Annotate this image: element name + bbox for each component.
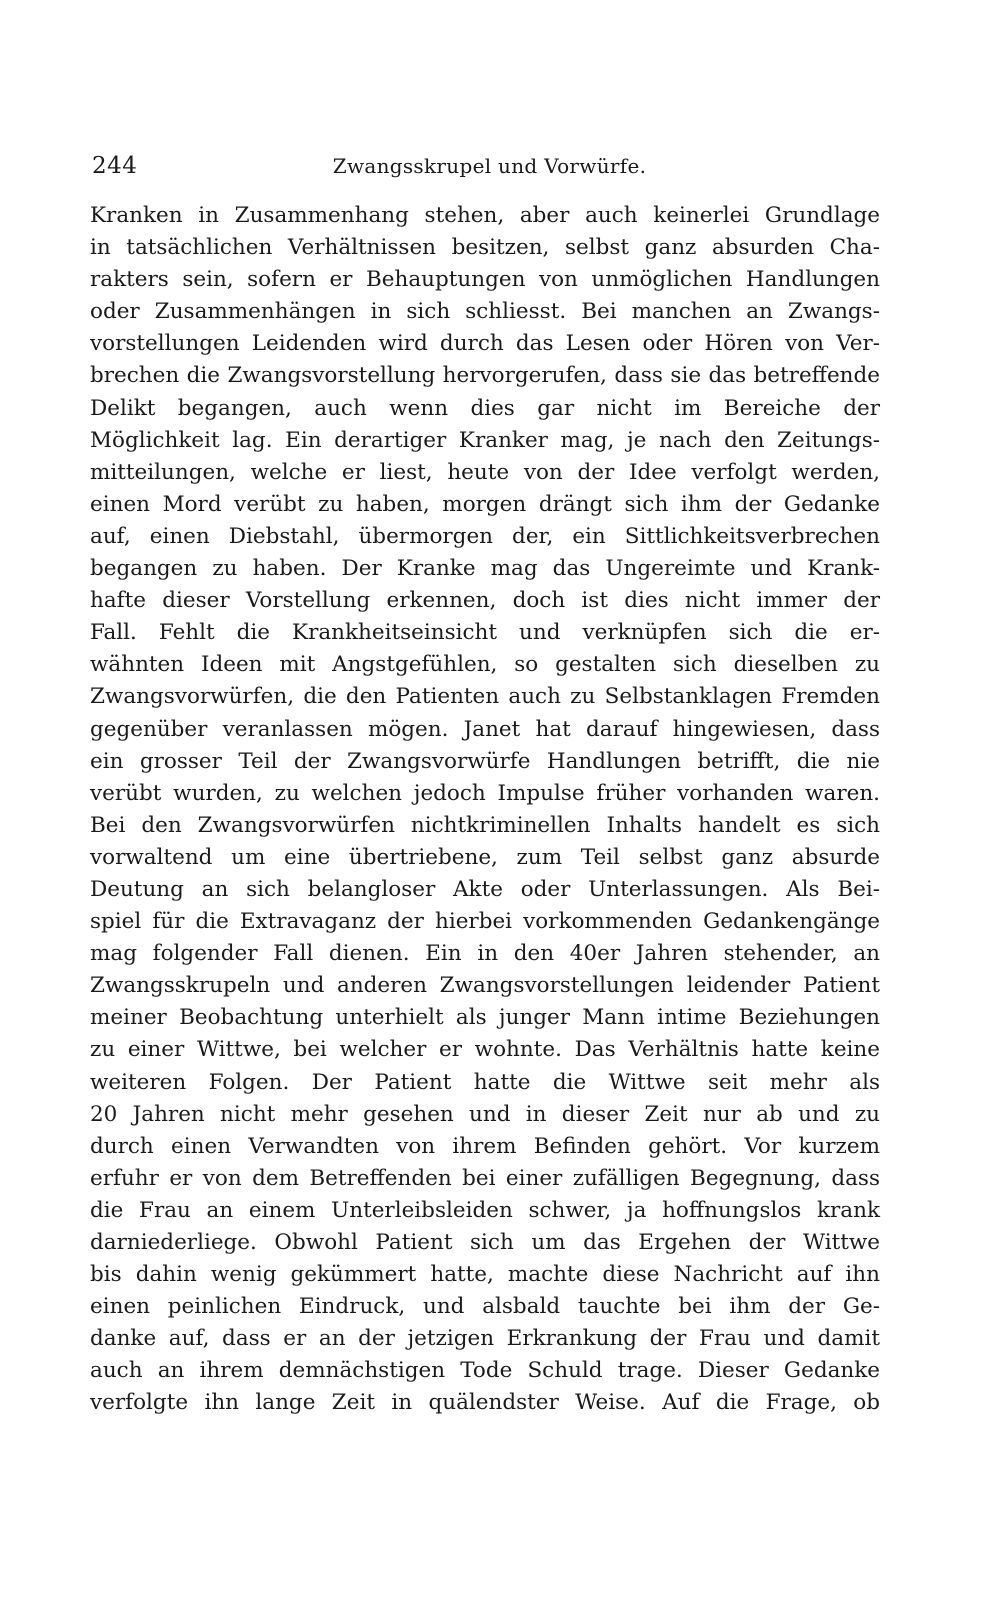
text-line: vorstellungen Leidenden wird durch das Lesen oder Hören von Ver-: [90, 331, 880, 357]
text-line: Bei den Zwangsvorwürfen nichtkriminellen Inhalts handelt es sich: [90, 812, 880, 838]
text-line: Delikt begangen, auch wenn dies gar nicht im Bereiche der: [90, 395, 880, 421]
running-title: Zwangsskrupel und Vorwürfe.: [332, 154, 647, 178]
text-line: spiel für die Extravaganz der hierbei vorkommenden Gedankengänge: [90, 909, 880, 935]
text-line: in tatsächlichen Verhältnissen besitzen, selbst ganz absurden Cha-: [90, 235, 880, 261]
text-line: die Frau an einem Unterleibsleiden schwer, ja hoffnungslos krank: [90, 1197, 880, 1223]
text-line: verübt wurden, zu welchen jedoch Impulse früher vorhanden waren.: [90, 780, 880, 806]
text-line: mitteilungen, welche er liest, heute von der Idee verfolgt werden,: [90, 459, 880, 485]
text-line: erfuhr er von dem Betreffenden bei einer zufälligen Begegnung, dass: [90, 1165, 880, 1191]
text-line: brechen die Zwangsvorstellung hervorgerufen, dass sie das betreffende: [90, 363, 880, 389]
running-head: [92, 150, 887, 184]
text-line: durch einen Verwandten von ihrem Befinden gehört. Vor kurzem: [90, 1133, 880, 1159]
text-line: Möglichkeit lag. Ein derartiger Kranker mag, je nach den Zeitungs-: [90, 427, 880, 453]
body-text: [90, 200, 880, 1420]
text-line: verfolgte ihn lange Zeit in quälendster Weise. Auf die Frage, ob: [90, 1390, 880, 1416]
page-number: 244: [92, 153, 138, 179]
text-line: einen peinlichen Eindruck, und alsbald tauchte bei ihm der Ge-: [90, 1294, 880, 1320]
text-line: Kranken in Zusammenhang stehen, aber auch keinerlei Grundlage: [90, 203, 880, 228]
text-line: ein grosser Teil der Zwangsvorwürfe Handlungen betrifft, die nie: [90, 748, 880, 774]
text-line: hafte dieser Vorstellung erkennen, doch ist dies nicht immer der: [90, 588, 880, 614]
text-line: wähnten Ideen mit Angstgefühlen, so gestalten sich dieselben zu: [90, 652, 880, 678]
text-line: meiner Beobachtung unterhielt als junger Mann intime Beziehungen: [90, 1005, 880, 1031]
text-line: vorwaltend um eine übertriebene, zum Teil selbst ganz absurde: [90, 844, 880, 870]
text-line: auch an ihrem demnächstigen Tode Schuld trage. Dieser Gedanke: [90, 1358, 880, 1384]
text-line: Deutung an sich belangloser Akte oder Unterlassungen. Als Bei-: [90, 876, 880, 902]
text-line: rakters sein, sofern er Behauptungen von unmöglichen Handlungen: [90, 267, 880, 293]
text-line: Zwangsskrupeln und anderen Zwangsvorstellungen leidender Patient: [90, 973, 880, 999]
text-line: Fall. Fehlt die Krankheitseinsicht und verknüpfen sich die er-: [90, 620, 880, 646]
text-line: oder Zusammenhängen in sich schliesst. Bei manchen an Zwangs-: [90, 299, 880, 325]
text-line: zu einer Wittwe, bei welcher er wohnte. Das Verhältnis hatte keine: [90, 1037, 880, 1063]
text-line: einen Mord verübt zu haben, morgen drängt sich ihm der Gedanke: [90, 491, 880, 517]
text-line: weiteren Folgen. Der Patient hatte die Wittwe seit mehr als: [90, 1069, 880, 1095]
text-line: danke auf, dass er an der jetzigen Erkrankung der Frau und damit: [90, 1326, 880, 1352]
text-line: bis dahin wenig gekümmert hatte, machte diese Nachricht auf ihn: [90, 1262, 880, 1288]
text-line: gegenüber veranlassen mögen. Janet hat darauf hingewiesen, dass: [90, 716, 880, 742]
text-line: mag folgender Fall dienen. Ein in den 40er Jahren stehender, an: [90, 941, 880, 967]
text-line: darniederliege. Obwohl Patient sich um das Ergehen der Wittwe: [90, 1230, 880, 1255]
text-line: begangen zu haben. Der Kranke mag das Ungereimte und Krank-: [90, 556, 880, 582]
text-line: auf, einen Diebstahl, übermorgen der, ein Sittlichkeitsverbrechen: [90, 523, 880, 549]
text-line: 20 Jahren nicht mehr gesehen und in dieser Zeit nur ab und zu: [90, 1101, 880, 1127]
text-line: Zwangsvorwürfen, die den Patienten auch zu Selbstanklagen Fremden: [90, 684, 880, 710]
